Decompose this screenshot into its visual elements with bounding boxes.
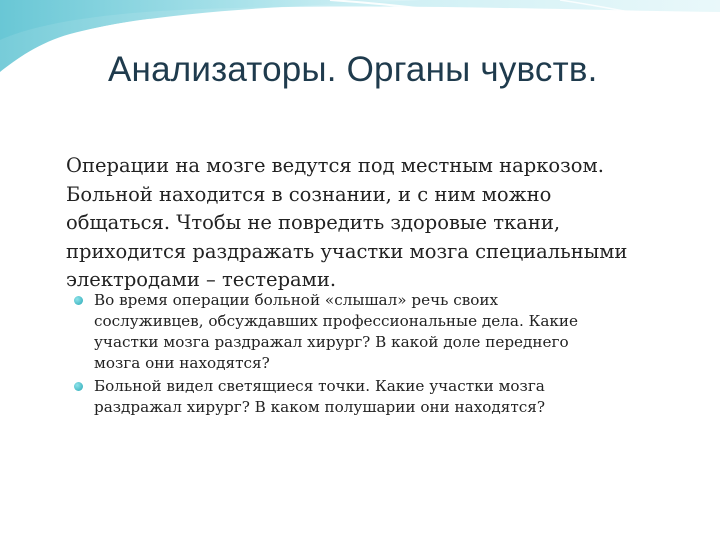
body-line: электродами – тестерами. [66,268,337,291]
bullet-line: Больной видел светящиеся точки. Какие участки мозга [94,377,545,395]
bullet-list [74,290,694,420]
bullet-line: сослуживцев, обсуждавших профессиональные дела. Какие [94,312,579,330]
bullet-line: мозга они находятся? [94,354,270,372]
bullet-dot-icon [74,382,83,391]
bullet-item [74,290,694,374]
bullet-line: раздражал хирург? В каком полушарии они находятся? [94,398,545,416]
slide-title: Анализаторы. Органы чувств. [108,50,598,89]
bullet-item [74,376,694,418]
bullet-line: Во время операции больной «слышал» речь своих [94,291,499,309]
body-paragraph [66,152,696,295]
body-line: Больной находится в сознании, и с ним можно [66,182,552,206]
body-line: Операции на мозге ведутся под местным наркозом. [66,154,604,177]
body-line: приходится раздражать участки мозга специальными [66,239,628,263]
bullet-line: участки мозга раздражал хирург? В какой доле переднего [94,333,569,351]
body-line: общаться. Чтобы не повредить здоровые ткани, [66,211,561,234]
bullet-dot-icon [74,296,83,305]
